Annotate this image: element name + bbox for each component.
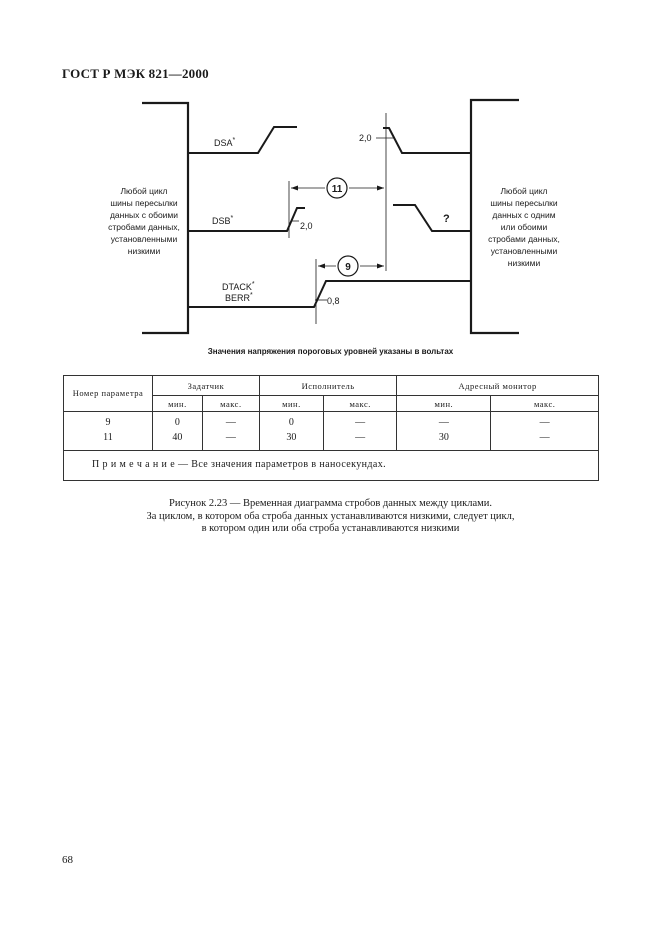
dsb-waveform-right <box>393 205 471 231</box>
table-row <box>64 412 599 431</box>
value-cell: — <box>491 412 599 431</box>
value-cell: — <box>202 430 259 451</box>
value-cell: — <box>323 430 396 451</box>
timing-diagram <box>0 0 661 345</box>
voltage-label-dtack: 0,8 <box>327 296 340 306</box>
left-box-line: установленными <box>110 234 178 244</box>
max-header: макс. <box>202 396 259 412</box>
page-number: 68 <box>62 854 73 866</box>
right-box-line: шины пересылки <box>490 198 558 208</box>
right-box-line: стробами данных, <box>488 234 560 244</box>
right-box-line: или обоими <box>500 222 548 232</box>
value-cell: — <box>397 412 491 431</box>
value-cell: 0 <box>259 412 323 431</box>
right-box-line: Любой цикл <box>500 186 548 196</box>
document-header: ГОСТ Р МЭК 821—2000 <box>62 66 209 81</box>
caption-line: в котором один или оба строба устанавливаются низкими <box>201 523 460 534</box>
figure-caption <box>0 498 661 536</box>
dsa-waveform <box>188 127 297 153</box>
min-header: мин. <box>153 396 203 412</box>
param-11-label: 11 <box>331 184 343 195</box>
table-note: П р и м е ч а н и е — Все значения параметров в наносекундах. <box>64 451 599 481</box>
left-box-line: данных с обоими <box>109 210 179 220</box>
value-cell: — <box>202 412 259 431</box>
dsa-label: DSA* <box>214 137 236 148</box>
value-cell: 30 <box>259 430 323 451</box>
left-box-line: Любой цикл <box>120 186 168 196</box>
left-box-label <box>108 186 180 256</box>
param-9-label: 9 <box>345 262 351 273</box>
param-number-header: Номер параметра <box>64 376 153 412</box>
parameters-table <box>63 375 599 481</box>
right-box-line: установленными <box>490 246 558 256</box>
dsb-waveform <box>188 208 305 231</box>
left-box-line: шины пересылки <box>110 198 178 208</box>
threshold-note: Значения напряжения пороговых уровней указаны в вольтах <box>207 347 454 356</box>
dsb-label: DSB* <box>212 215 234 226</box>
voltage-label-dsb: 2,0 <box>300 221 313 231</box>
dtack-label: DTACK* <box>222 281 255 292</box>
left-box-line: низкими <box>127 246 161 256</box>
right-box-label <box>488 186 560 268</box>
caption-line: Рисунок 2.23 — Временная диаграмма стробов данных между циклами. <box>169 498 492 509</box>
max-header: макс. <box>491 396 599 412</box>
right-box-line: низкими <box>507 258 541 268</box>
value-cell: — <box>491 430 599 451</box>
value-cell: 30 <box>397 430 491 451</box>
min-header: мин. <box>259 396 323 412</box>
dsa-waveform-right <box>383 128 471 153</box>
min-header: мин. <box>397 396 491 412</box>
value-cell: 0 <box>153 412 203 431</box>
param-cell: 11 <box>64 430 153 451</box>
max-header: макс. <box>323 396 396 412</box>
param-cell: 9 <box>64 412 153 431</box>
caption-line: За циклом, в котором оба строба данных устанавливаются низкими, следует цикл, <box>146 510 515 522</box>
berr-label: BERR* <box>225 292 253 303</box>
group-header-slave: Исполнитель <box>259 376 396 396</box>
value-cell: 40 <box>153 430 203 451</box>
table-row <box>64 430 599 451</box>
value-cell: — <box>323 412 396 431</box>
group-header-monitor: Адресный монитор <box>397 376 599 396</box>
group-header-master: Задатчик <box>153 376 260 396</box>
voltage-label-dsa: 2,0 <box>359 133 372 143</box>
right-box-line: данных с одним <box>492 210 556 220</box>
unknown-state-mark: ? <box>443 213 450 225</box>
left-box-line: стробами данных, <box>108 222 180 232</box>
